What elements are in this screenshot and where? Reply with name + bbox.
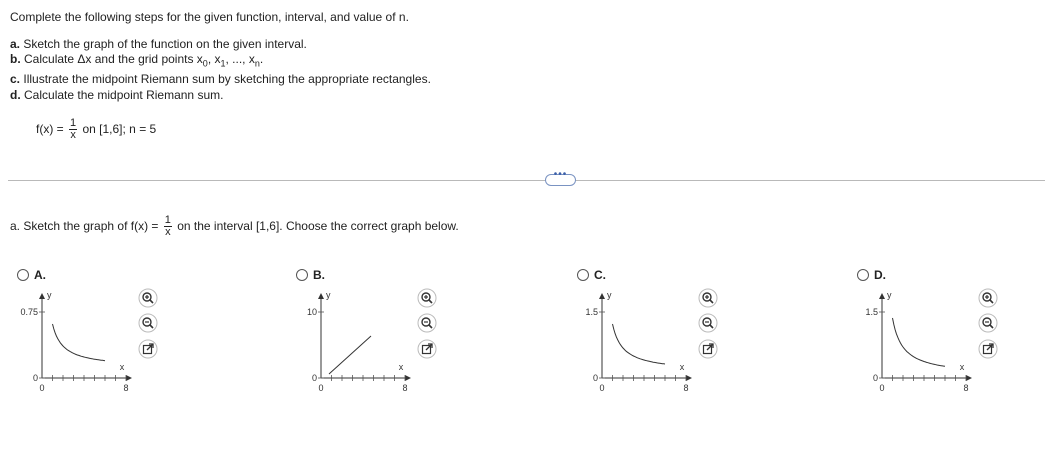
zoom-in-icon[interactable]	[698, 288, 718, 308]
option-label: D.	[874, 268, 886, 282]
x-tick-label: 8	[963, 383, 969, 393]
function-curve	[329, 336, 371, 374]
y-tick-label: 1.5	[865, 307, 878, 317]
zoom-out-icon[interactable]	[698, 313, 718, 333]
x-axis-arrow	[126, 375, 132, 381]
zoom-out-icon[interactable]	[417, 313, 437, 333]
y-axis-arrow	[318, 293, 324, 299]
ellipsis-icon: •••	[553, 169, 568, 180]
step-b	[10, 52, 263, 70]
problem-intro: Complete the following steps for the given function, interval, and value of n.	[10, 10, 409, 24]
step-text: Calculate Δx and the grid points x	[24, 52, 203, 66]
question-after: on the interval [1,6]. Choose the correct graph below.	[177, 219, 459, 233]
function-curve	[613, 324, 666, 364]
answer-option-b[interactable]	[296, 268, 556, 408]
option-radio[interactable]	[857, 269, 869, 281]
function-lhs: f(x) =	[36, 122, 64, 136]
question-text	[10, 214, 459, 238]
step-a	[10, 37, 307, 51]
question-before: a. Sketch the graph of f(x) =	[10, 219, 159, 233]
y-axis-label: y	[887, 290, 892, 300]
fraction-denominator: x	[70, 129, 76, 142]
option-label: C.	[594, 268, 606, 282]
y-tick-label: 0	[311, 373, 317, 383]
step-text: Sketch the graph of the function on the given interval.	[23, 37, 307, 51]
popout-icon[interactable]	[698, 339, 718, 359]
function-definition	[36, 117, 156, 141]
option-label: A.	[34, 268, 46, 282]
fraction-numerator: 1	[70, 117, 77, 130]
y-axis-label: y	[326, 290, 331, 300]
x-axis-label: x	[679, 362, 685, 372]
popout-icon[interactable]	[978, 339, 998, 359]
x-axis-arrow	[686, 375, 692, 381]
x-tick-label: 0	[318, 383, 324, 393]
option-radio[interactable]	[296, 269, 308, 281]
function-curve	[53, 324, 106, 361]
zoom-out-icon[interactable]	[138, 313, 158, 333]
subscript: 0	[202, 58, 208, 69]
x-axis-label: x	[398, 362, 404, 372]
y-tick-label: 0	[872, 373, 878, 383]
step-letter: d.	[10, 88, 21, 102]
x-tick-label: 8	[683, 383, 689, 393]
graph	[577, 288, 697, 403]
step-c	[10, 72, 431, 86]
subscript: 1	[220, 58, 226, 69]
y-axis-arrow	[39, 293, 45, 299]
zoom-out-icon[interactable]	[978, 313, 998, 333]
y-tick-label: 0	[592, 373, 598, 383]
x-axis-arrow	[966, 375, 972, 381]
fraction-numerator: 1	[164, 214, 171, 227]
y-tick-label: 0	[32, 373, 38, 383]
x-tick-label: 8	[123, 383, 129, 393]
y-axis-label: y	[47, 290, 52, 300]
fraction-denominator: x	[165, 226, 171, 239]
step-text: Calculate the midpoint Riemann sum.	[24, 88, 224, 102]
y-axis-arrow	[599, 293, 605, 299]
option-radio[interactable]	[17, 269, 29, 281]
fraction	[69, 118, 77, 141]
answer-option-a[interactable]	[17, 268, 277, 408]
option-label: B.	[313, 268, 325, 282]
y-tick-label: 0.75	[20, 307, 38, 317]
y-tick-label: 1.5	[585, 307, 598, 317]
x-tick-label: 0	[599, 383, 605, 393]
step-text: .	[259, 52, 264, 66]
step-d	[10, 88, 223, 102]
x-axis-arrow	[405, 375, 411, 381]
x-tick-label: 0	[879, 383, 885, 393]
x-tick-label: 0	[39, 383, 45, 393]
y-axis-label: y	[607, 290, 612, 300]
zoom-in-icon[interactable]	[417, 288, 437, 308]
show-more-button[interactable]	[545, 169, 576, 186]
zoom-in-icon[interactable]	[138, 288, 158, 308]
function-rest: on [1,6]; n = 5	[82, 122, 157, 136]
section-divider	[8, 180, 1045, 181]
fraction	[164, 215, 172, 238]
y-axis-arrow	[879, 293, 885, 299]
step-letter: a.	[10, 37, 21, 51]
x-axis-label: x	[959, 362, 965, 372]
graph	[296, 288, 416, 403]
popout-icon[interactable]	[417, 339, 437, 359]
y-tick-label: 10	[306, 307, 317, 317]
option-radio[interactable]	[577, 269, 589, 281]
step-text: , x	[207, 52, 221, 66]
answer-option-c[interactable]	[577, 268, 837, 408]
step-text: , ..., x	[225, 52, 255, 66]
answer-option-d[interactable]	[857, 268, 1045, 408]
popout-icon[interactable]	[138, 339, 158, 359]
step-text: Illustrate the midpoint Riemann sum by sketching the appropriate rectangles.	[23, 72, 431, 86]
step-letter: b.	[10, 52, 21, 66]
x-tick-label: 8	[402, 383, 408, 393]
x-axis-label: x	[119, 362, 125, 372]
function-curve	[893, 318, 946, 366]
graph	[857, 288, 977, 403]
subscript: n	[254, 58, 260, 69]
zoom-in-icon[interactable]	[978, 288, 998, 308]
graph	[17, 288, 137, 403]
step-letter: c.	[10, 72, 21, 86]
